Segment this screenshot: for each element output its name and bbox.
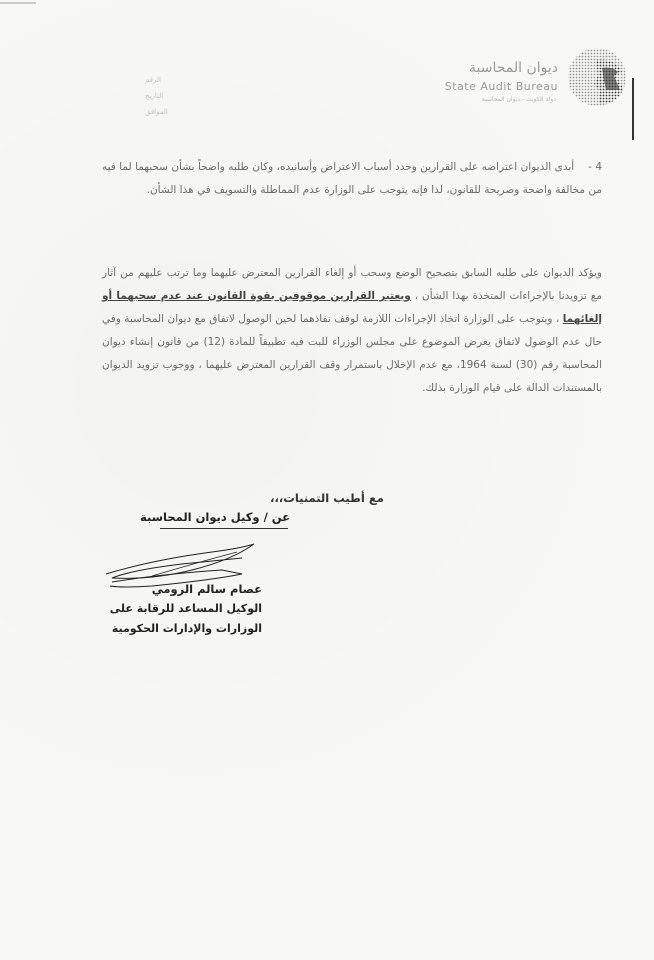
paragraph-emphasis: [102, 262, 602, 400]
paragraph-text-part-b: ، ويتوجب على الوزارة اتخاذ الإجراءات اللازمة لوقف نفاذهما لحين الوصول لاتفاق مع ديوان المحاسبة وفي حال عدم الوصول لاتفاق يعرض الموضوع على مجلس الوزراء للبت فيه تطبيقاً للمادة (12) من قانون إنشاء ديوان المحاسبة رقم (30) لسنة 1964، مع عدم الإخلال باستمرار وقف القرارين المعترض عليهما ، ووجوب تزويد الديوان بالمستندات الدالة على قيام الوزارة بذلك.: [102, 313, 603, 394]
signature-on-behalf: عن / وكيل ديوان المحاسبة: [140, 510, 290, 524]
signatory-title-line2: الوزارات والإدارات الحكومية: [111, 622, 262, 635]
logo-name-english: State Audit Bureau: [444, 80, 558, 93]
paragraph-4: [102, 156, 602, 202]
logo-name-arabic: ديوان المحاسبة: [469, 60, 558, 76]
closing-greeting: مع أطيب التمنيات،،،: [270, 491, 384, 505]
globe-logo-icon: [566, 46, 628, 108]
signatory-name: عصام سالم الرومي: [151, 582, 262, 596]
scan-corner-mark: [0, 2, 36, 4]
reference-block: [145, 72, 168, 120]
signature-underline: [160, 528, 288, 529]
reference-corresponding-label: الموافق: [145, 108, 168, 116]
signatory-title-line1: الوكيل المساعد للرقابة على: [109, 602, 262, 615]
reference-date-label: التاريخ: [145, 92, 164, 100]
reference-number-label: الرقم: [145, 76, 161, 84]
letterhead: [0, 30, 654, 140]
logo-divider: [632, 78, 634, 140]
paragraph-number: 4 -: [588, 161, 602, 173]
paragraph-text-part-a: ويؤكد الديوان على طلبه السابق بتصحيح الوضع وسحب أو إلغاء القرارين المعترض عليهما وما ترتب عليهم من آثار مع تزويدنا بالإجراءات المتخذة بهذا الشأن ،: [102, 267, 602, 302]
paragraph-bold-underlined: ويعتبر القرارين موقوفين بقوة القانون عند عدم سحبهما أو إلغائهما: [102, 290, 602, 325]
paragraph-4-text: أبدى الديوان اعتراضه على القرارين وحدد أسباب الاعتراض وأسانيده، وكان طلبه واضحاً بشأن سحبهما لما فيه من مخالفة واضحة وصريحة للقانون، لذا فإنه يتوجب على الوزارة عدم المماطلة والتسويف في هذا الشأن.: [102, 161, 602, 196]
logo-subtitle: دولة الكويت - ديوان المحاسبة: [481, 96, 556, 103]
